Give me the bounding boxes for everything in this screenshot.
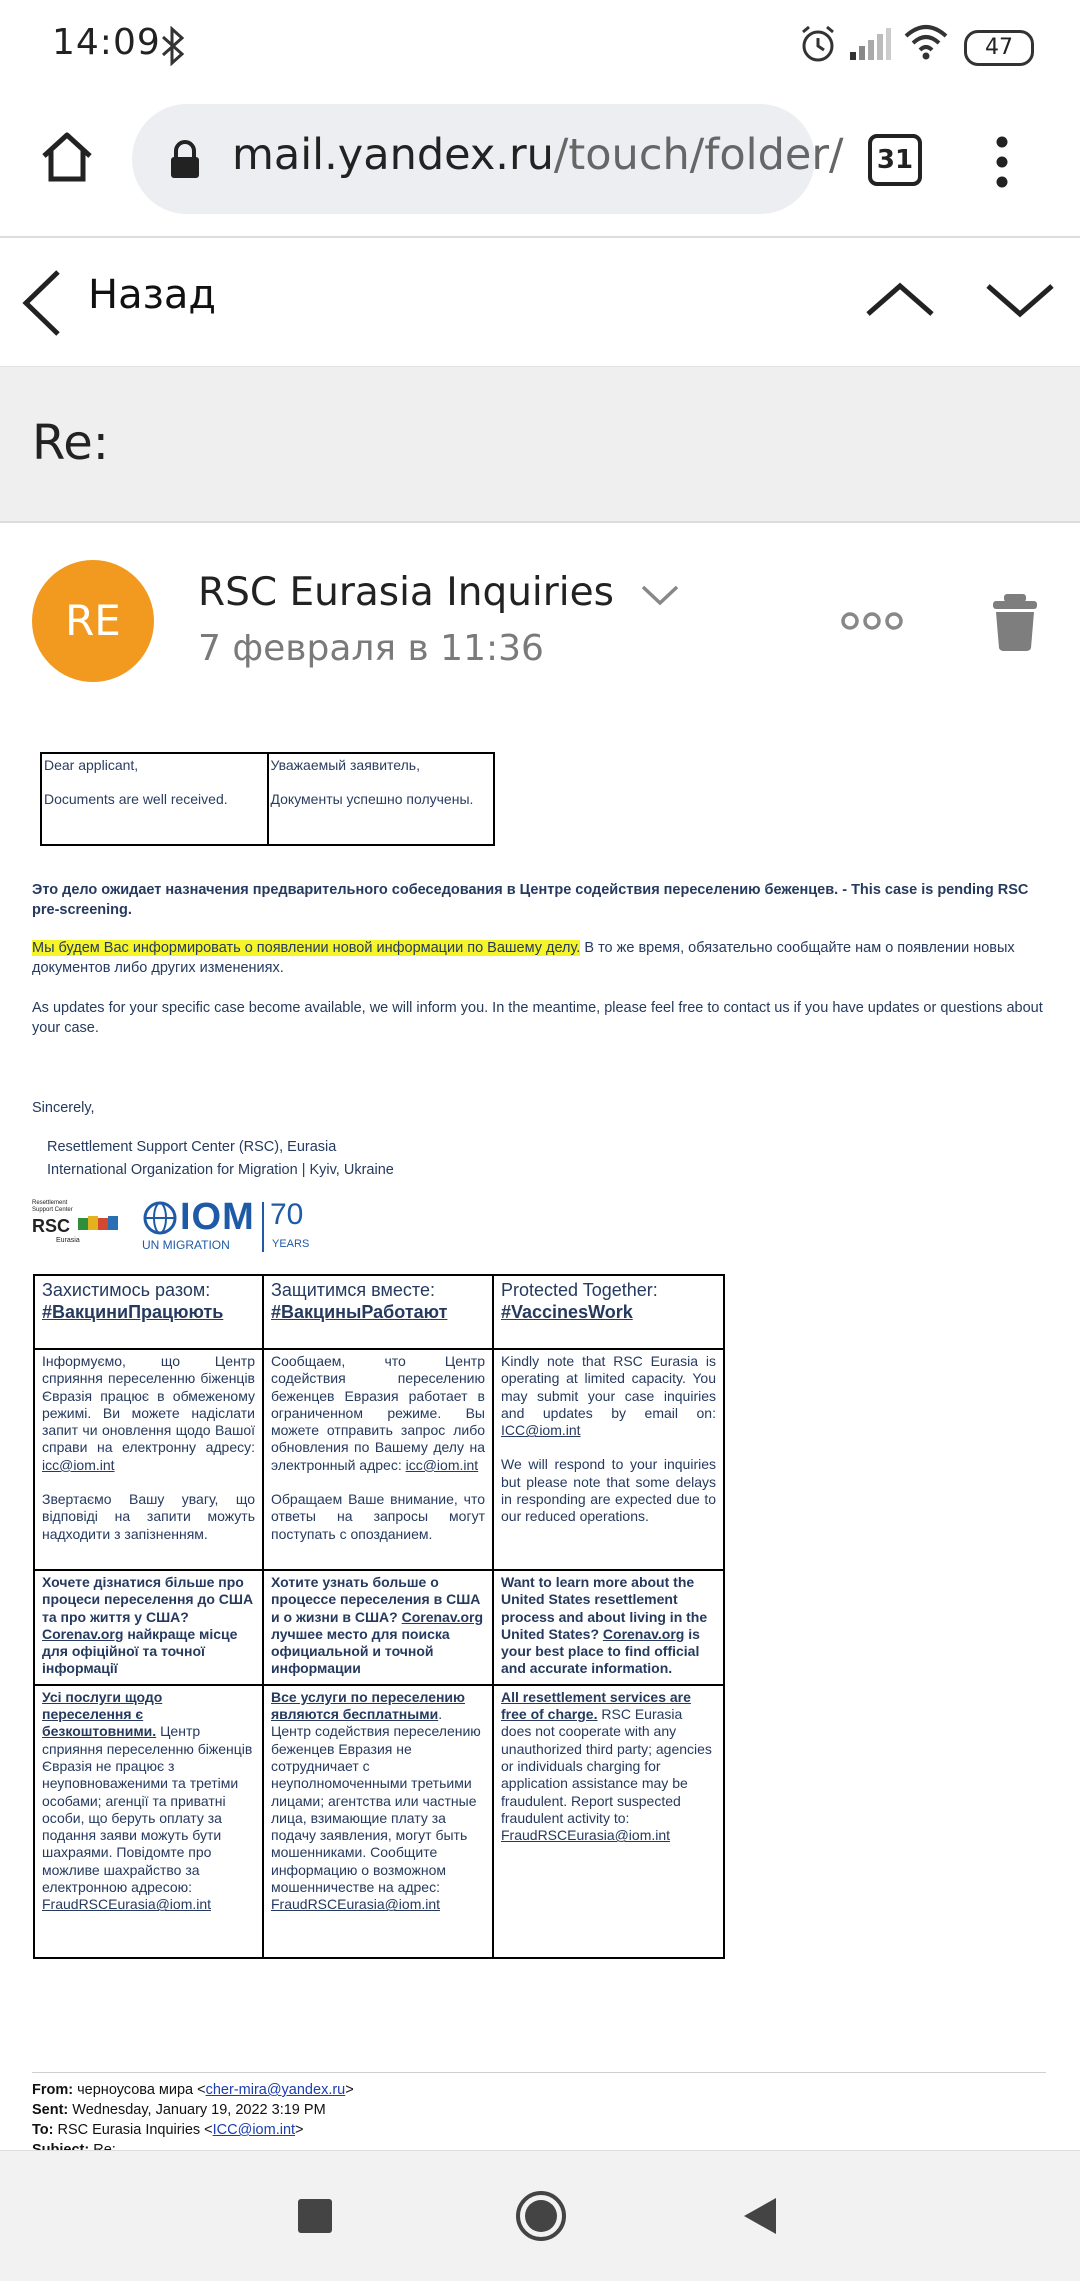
clock: 14:09	[52, 22, 161, 63]
tab-switcher-button[interactable]: 31	[868, 134, 922, 186]
table-cell: Хотите узнать больше о процессе переселения в США и о жизни в США? Corenav.org лучшее место для поиска официальной и точной информации	[263, 1570, 493, 1685]
table-cell: Усі послуги щодо переселення є безкоштовними. Центр сприяння переселенню біженців Євразія не працює з неуповноваженими та третіми особами; агенції та приватні особи, що беруть оплату за подання заяви можуть бути шахраями. Повідомте про можливе шахрайство за електронною адресою: FraudRSCEurasia@iom.int	[34, 1685, 263, 1958]
fraud-email-link[interactable]: FraudRSCEurasia@iom.int	[42, 1896, 212, 1913]
lock-icon	[168, 140, 202, 180]
table-row	[34, 1275, 724, 1349]
sender-name[interactable]	[198, 570, 680, 615]
url-path: /touch/folder/	[553, 130, 844, 180]
vaccine-info-table	[33, 1274, 725, 1959]
table-cell: Want to learn more about the United States resettlement process and about living in the United States? Corenav.org is your best place to find official and accurate information.	[493, 1570, 724, 1685]
signature-line-1: Resettlement Support Center (RSC), Eurasia	[47, 1139, 337, 1155]
chevron-down-icon[interactable]	[640, 583, 680, 607]
greeting-table	[40, 752, 495, 846]
url-host: mail.yandex.ru	[232, 130, 554, 180]
fraud-email-link[interactable]: FraudRSCEurasia@iom.int	[271, 1896, 441, 1913]
table-row	[34, 1349, 724, 1570]
signal-icon	[848, 26, 892, 62]
ru-update-paragraph: Мы будем Вас информировать о появлении новой информации по Вашему делу. В то же время, обязательно сообщайте нам о появлении новых документов либо других изменениях.	[32, 940, 1015, 976]
greeting-ru: Уважаемый заявитель, Документы успешно получены.	[268, 753, 495, 845]
url-text	[232, 130, 844, 180]
un-globe-icon	[142, 1200, 178, 1236]
signature-line-2: International Organization for Migration | Kyiv, Ukraine	[47, 1162, 394, 1178]
alarm-icon	[798, 24, 838, 64]
message-subject: Re:	[32, 415, 109, 471]
to-email-link[interactable]: ICC@iom.int	[212, 2122, 296, 2138]
fraud-email-link[interactable]: FraudRSCEurasia@iom.int	[501, 1827, 671, 1844]
more-horiz-icon[interactable]	[840, 610, 904, 632]
en-update-paragraph: As updates for your specific case become available, we will inform you. In the meantime, please feel free to contact us if you have updates or questions about your case.	[32, 1000, 1043, 1036]
bluetooth-icon	[158, 26, 188, 66]
table-row	[34, 1570, 724, 1685]
quoted-to: To: RSC Eurasia Inquiries <ICC@iom.int>	[32, 2122, 304, 2138]
sincerely: Sincerely,	[32, 1100, 95, 1116]
corenav-link[interactable]: Corenav.org	[42, 1625, 124, 1642]
quoted-sent: Sent: Wednesday, January 19, 2022 3:19 PM	[32, 2102, 326, 2118]
address-bar[interactable]	[132, 104, 844, 214]
mail-nav-bar	[0, 238, 1080, 366]
corenav-link[interactable]: Corenav.org	[401, 1608, 484, 1625]
home-icon[interactable]	[40, 130, 94, 184]
recents-button[interactable]	[298, 2199, 332, 2233]
status-bar	[0, 0, 1080, 90]
back-button[interactable]: Назад	[88, 272, 217, 318]
table-row	[34, 1685, 724, 1958]
subject-bar	[0, 366, 1080, 523]
back-triangle-icon[interactable]	[742, 2196, 778, 2236]
table-cell: Protected Together: #VaccinesWork	[493, 1275, 724, 1349]
trash-icon[interactable]	[990, 592, 1040, 652]
quoted-from: From: черноусова мира <cher-mira@yandex.ru>	[32, 2082, 354, 2098]
greeting-en: Dear applicant, Documents are well received.	[41, 753, 268, 845]
table-cell: Все услуги по переселению являются бесплатными. Центр содействия переселению беженцев Евразия не сотрудничает с неуполномоченными третьими лицами; агентства или частные лица, взимающие плату за подачу заявления, могут быть мошенниками. Сообщите информацию о возможном мошенничестве на адрес: FraudRSCEurasia@iom.int	[263, 1685, 493, 1958]
sender-name-text: RSC Eurasia Inquiries	[198, 570, 614, 615]
wifi-icon	[902, 22, 950, 62]
table-cell: Kindly note that RSC Eurasia is operating at limited capacity. You may submit your case inquiries and updates by email on: ICC@iom.int We will respond to your inquiries but please note that some delays in responding are expected due to our reduced operations.	[493, 1349, 724, 1570]
more-vert-icon[interactable]	[992, 132, 1012, 192]
rsc-logo: Resettlement Support Center RSC Eurasia	[32, 1200, 127, 1250]
message-date: 7 февраля в 11:36	[198, 628, 544, 669]
back-arrow-icon[interactable]	[20, 268, 66, 338]
from-email-link[interactable]: cher-mira@yandex.ru	[205, 2082, 346, 2098]
iom-logo: IOM UN MIGRATION 70 YEARS	[142, 1196, 310, 1252]
table-cell: Інформуємо, що Центр сприяння переселенню біженців Євразія працює в обмеженому режимі. Ви можете надіслати запит чи оновлення щодо Вашої справи на електронну адресу: icc@iom.int Звертаємо Вашу увагу, що відповіді на запити можуть надходити з запізненням.	[34, 1349, 263, 1570]
prev-message-chevron-up-icon[interactable]	[864, 280, 936, 320]
browser-toolbar	[0, 90, 1080, 236]
email-link[interactable]: icc@iom.int	[42, 1456, 115, 1473]
home-button-icon[interactable]	[514, 2189, 568, 2243]
table-cell: Сообщаем, что Центр содействия переселению беженцев Евразия работает в ограниченном режиме. Вы можете отправить запрос либо обновления по Вашему делу на электронный адрес: icc@iom.int Обращаем Ваше внимание, что ответы на запросы могут поступать с опозданием.	[263, 1349, 493, 1570]
email-link[interactable]: icc@iom.int	[405, 1456, 479, 1473]
table-cell: Захистимось разом: #ВакциниПрацюють	[34, 1275, 263, 1349]
table-cell: Хочете дізнатися більше про процеси переселення до США та про життя у США? Corenav.org найкраще місце для офіційної та точної інформації	[34, 1570, 263, 1685]
avatar: RE	[32, 560, 154, 682]
table-cell: All resettlement services are free of charge. RSC Eurasia does not cooperate with any unauthorized third party; agencies or individuals charging for application assistance may be fraudulent. Report suspected fraudulent activity to: FraudRSCEurasia@iom.int	[493, 1685, 724, 1958]
email-link[interactable]: ICC@iom.int	[501, 1422, 581, 1439]
system-nav-bar	[0, 2150, 1080, 2281]
battery-icon: 47	[964, 30, 1034, 66]
pending-notice: Это дело ожидает назначения предварительного собеседования в Центре содействия переселению беженцев. - This case is pending RSC pre-screening.	[32, 882, 1029, 918]
next-message-chevron-down-icon[interactable]	[984, 280, 1056, 320]
corenav-link[interactable]: Corenav.org	[602, 1625, 685, 1642]
highlighted-text: Мы будем Вас информировать о появлении новой информации по Вашему делу.	[32, 940, 581, 956]
quote-separator	[32, 2072, 1046, 2073]
table-cell: Защитимся вместе: #ВакциныРаботают	[263, 1275, 493, 1349]
